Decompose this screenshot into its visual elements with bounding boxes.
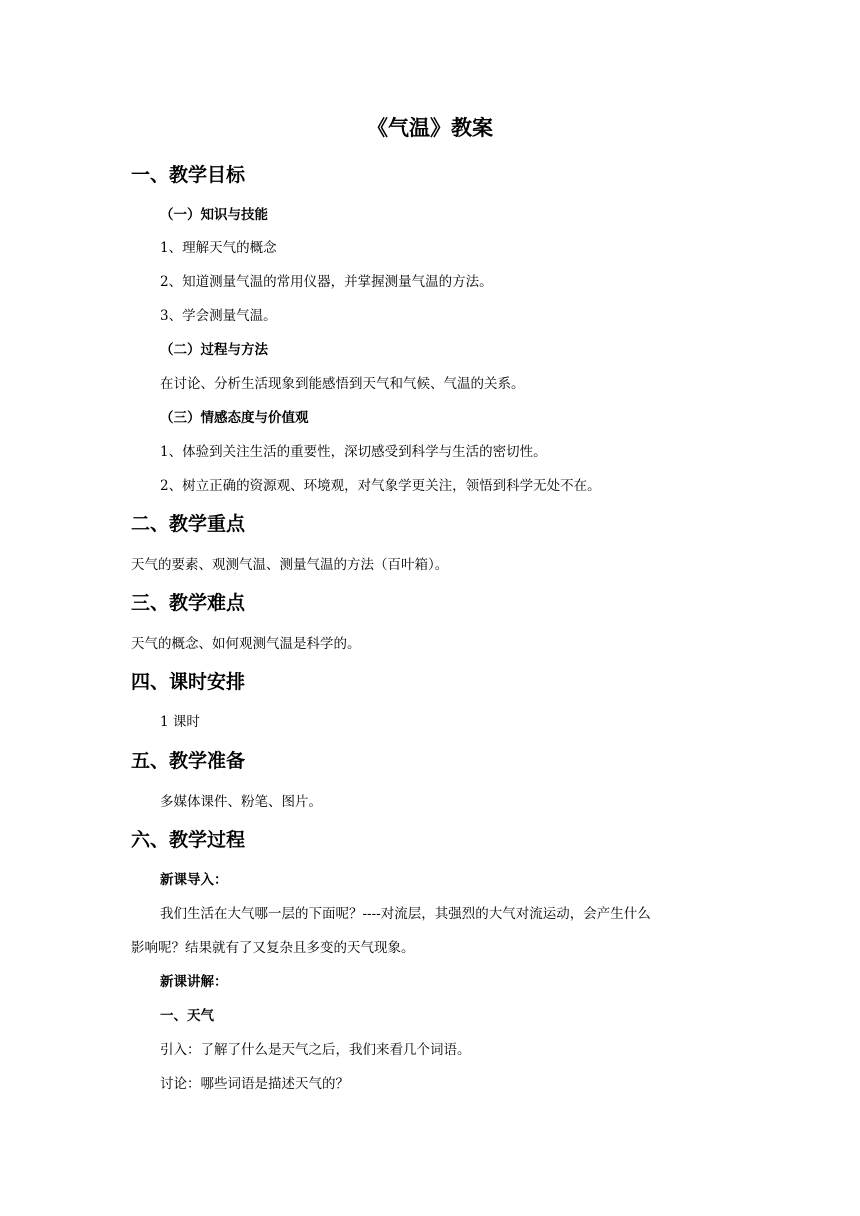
section-heading-objectives: 一、教学目标	[131, 164, 246, 186]
schedule-text: 1 课时	[160, 714, 200, 730]
document-title: 《气温》教案	[367, 116, 493, 140]
preparation-text: 多媒体课件、粉笔、图片。	[160, 794, 322, 810]
section-heading-process: 六、教学过程	[131, 829, 246, 851]
subheading-attitudes-values: （三）情感态度与价值观	[160, 410, 309, 426]
difficulties-text: 天气的概念、如何观测气温是科学的。	[131, 636, 361, 652]
key-points-text: 天气的要素、观测气温、测量气温的方法（百叶箱）。	[131, 557, 449, 573]
intro-text-line: 影响呢？结果就有了又复杂且多变的天气现象。	[131, 940, 415, 956]
discussion-text: 讨论：哪些词语是描述天气的？	[160, 1076, 349, 1092]
objective-item: 2、知道测量气温的常用仪器，并掌握测量气温的方法。	[160, 274, 493, 290]
subheading-process-methods: （二）过程与方法	[160, 342, 268, 358]
intro-label: 新课导入：	[160, 872, 228, 888]
section-heading-schedule: 四、课时安排	[131, 671, 246, 693]
attitude-item: 2、树立正确的资源观、环境观，对气象学更关注，领悟到科学无处不在。	[160, 478, 601, 494]
process-methods-text: 在讨论、分析生活现象到能感悟到天气和气候、气温的关系。	[160, 376, 525, 392]
section-heading-preparation: 五、教学准备	[131, 750, 246, 772]
lead-in-text: 引入：了解了什么是天气之后，我们来看几个词语。	[160, 1042, 471, 1058]
section-heading-difficulties: 三、教学难点	[131, 592, 246, 614]
subheading-knowledge-skills: （一）知识与技能	[160, 207, 268, 223]
part1-label: 一、天气	[160, 1008, 214, 1024]
lecture-label: 新课讲解：	[160, 974, 228, 990]
objective-item: 1、理解天气的概念	[160, 240, 277, 256]
intro-text-line: 我们生活在大气哪一层的下面呢？----对流层，其强烈的大气对流运动，会产生什么	[160, 906, 651, 922]
section-heading-key-points: 二、教学重点	[131, 513, 246, 535]
objective-item: 3、学会测量气温。	[160, 308, 277, 324]
attitude-item: 1、体验到关注生活的重要性，深切感受到科学与生活的密切性。	[160, 444, 547, 460]
